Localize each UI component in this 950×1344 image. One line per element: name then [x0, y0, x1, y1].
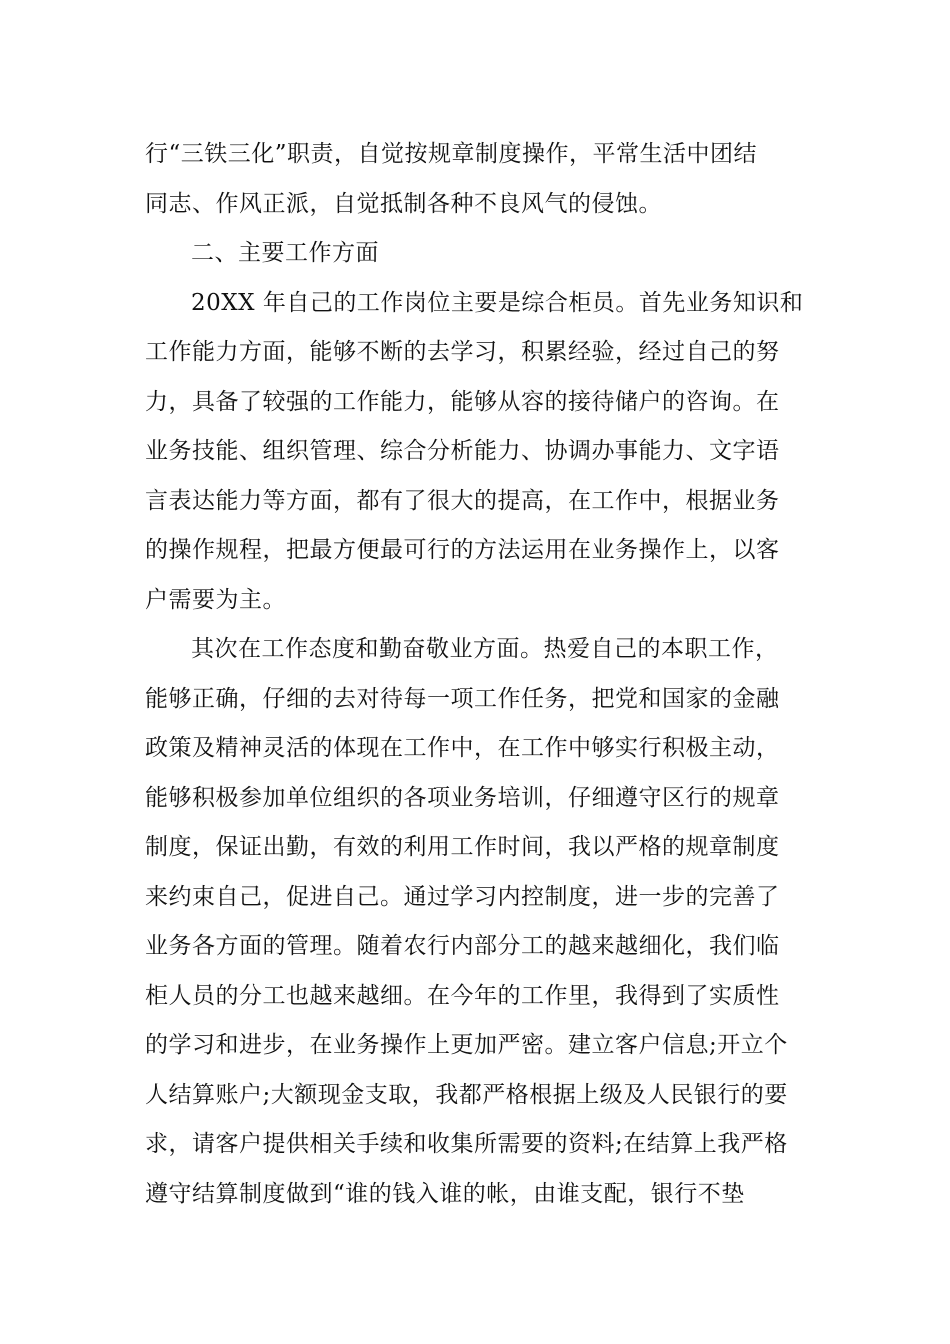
text-line: 业务各方面的管理。随着农行内部分工的越来越细化，我们临 — [145, 933, 780, 959]
text-line: 工作能力方面，能够不断的去学习，积累经验，经过自己的努 — [145, 339, 780, 365]
text-line: 政策及精神灵活的体现在工作中，在工作中够实行积极主动， — [145, 735, 780, 761]
text-line: 力，具备了较强的工作能力，能够从容的接待储户的咨询。在 — [145, 388, 780, 415]
text-line: 户需要为主。 — [145, 586, 286, 613]
text-line: 言表达能力等方面，都有了很大的提高，在工作中，根据业务 — [145, 487, 780, 514]
text-line: 业务技能、组织管理、综合分析能力、协调办事能力、文字语 — [145, 438, 780, 464]
text-line: 其次在工作态度和勤奋敬业方面。热爱自己的本职工作， — [191, 636, 779, 662]
text-line: 20XX 年自己的工作岗位主要是综合柜员。首先业务知识和 — [191, 289, 804, 316]
text-line: 人结算账户;大额现金支取，我都严格根据上级及人民银行的要 — [145, 1081, 788, 1108]
section-heading: 二、主要工作方面 — [191, 240, 379, 266]
document-body — [145, 130, 810, 1219]
text-line: 的学习和进步，在业务操作上更加严密。建立客户信息;开立个 — [145, 1032, 788, 1058]
text-line: 同志、作风正派，自觉抵制各种不良风气的侵蚀。 — [145, 190, 662, 217]
text-line: 来约束自己，促进自己。通过学习内控制度，进一步的完善了 — [145, 883, 780, 910]
text-line: 的操作规程，把最方便最可行的方法运用在业务操作上，以客 — [145, 537, 780, 563]
text-line: 制度，保证出勤，有效的利用工作时间，我以严格的规章制度 — [145, 834, 780, 860]
text-line: 能够积极参加单位组织的各项业务培训，仔细遵守区行的规章 — [145, 784, 780, 811]
text-line: 行“三铁三化”职责，自觉按规章制度操作，平常生活中团结 — [145, 141, 758, 167]
text-line: 能够正确，仔细的去对待每一项工作任务，把党和国家的金融 — [145, 685, 780, 712]
text-line: 求，请客户提供相关手续和收集所需要的资料;在结算上我严格 — [145, 1131, 788, 1157]
text-line: 柜人员的分工也越来越细。在今年的工作里，我得到了实质性 — [145, 982, 780, 1009]
text-line: 遵守结算制度做到“谁的钱入谁的帐，由谁支配，银行不垫 — [145, 1180, 745, 1207]
